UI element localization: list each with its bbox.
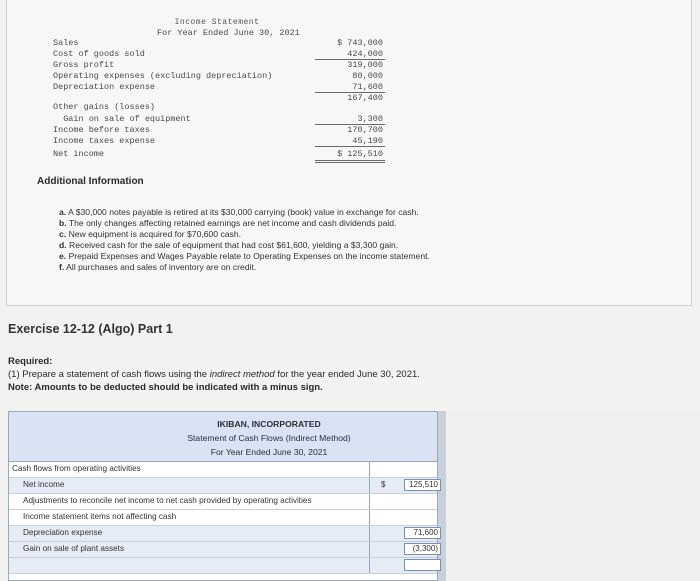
column-divider xyxy=(369,510,370,525)
column-divider xyxy=(369,478,370,493)
additional-info-heading: Additional Information xyxy=(37,176,144,187)
cash-flow-statement-table xyxy=(8,411,438,581)
is-line-label: Sales xyxy=(53,38,79,48)
is-line-value: 45,190 xyxy=(352,136,383,146)
row-label: Net income xyxy=(23,480,65,489)
is-line-label: Other gains (losses) xyxy=(53,102,156,112)
is-double-underline xyxy=(315,162,385,163)
additional-info-item: d. Received cash for the sale of equipment that had cost $61,600, yielding a $3,300 gain. xyxy=(59,240,399,250)
is-double-underline xyxy=(315,160,385,161)
amount-input[interactable]: (3,300) xyxy=(404,543,441,555)
additional-info-item: f. All purchases and sales of inventory are on credit. xyxy=(59,262,257,272)
amount-input[interactable]: 125,510 xyxy=(404,479,441,491)
is-line-value: 3,300 xyxy=(357,114,383,124)
additional-info-item: b. The only changes affecting retained earnings are net income and cash dividends paid. xyxy=(59,218,397,228)
column-divider xyxy=(369,542,370,557)
is-line-value: 71,600 xyxy=(352,82,383,92)
is-line-label: Income before taxes xyxy=(53,125,150,135)
is-line-label: Income taxes expense xyxy=(53,136,156,146)
is-line-value: 319,000 xyxy=(347,60,383,70)
table-row xyxy=(9,478,437,494)
is-line-label: Cost of goods sold xyxy=(53,49,145,59)
row-label: Income statement items not affecting cash xyxy=(23,512,177,521)
column-divider xyxy=(369,558,370,573)
row-label[interactable]: Gain on sale of plant assets xyxy=(23,544,125,553)
income-statement-subtitle: For Year Ended June 30, 2021 xyxy=(157,28,300,38)
table-row xyxy=(9,494,437,510)
required-instruction: (1) Prepare a statement of cash flows using the indirect method for the year ended June 30, 2021. xyxy=(8,369,420,380)
is-underline xyxy=(315,146,385,147)
is-line-label: Operating expenses (excluding depreciation) xyxy=(53,71,273,81)
table-row xyxy=(9,526,437,542)
cash-flow-header xyxy=(9,412,437,462)
is-line-value: $ 125,510 xyxy=(337,149,383,159)
is-line-label: Depreciation expense xyxy=(53,82,156,92)
table-row xyxy=(9,462,437,478)
required-note: Note: Amounts to be deducted should be indicated with a minus sign. xyxy=(8,382,323,393)
required-label: Required: xyxy=(8,356,53,367)
is-line-label: Gain on sale of equipment xyxy=(53,114,191,124)
table-row xyxy=(9,558,437,574)
income-statement-title: Income Statement xyxy=(174,18,260,27)
table-row xyxy=(9,542,437,558)
additional-info-item: e. Prepaid Expenses and Wages Payable relate to Operating Expenses on the income statement. xyxy=(59,251,430,261)
is-line-value: 80,000 xyxy=(352,71,383,81)
statement-period: For Year Ended June 30, 2021 xyxy=(210,447,328,457)
income-statement-panel xyxy=(6,0,692,306)
column-divider xyxy=(369,526,370,541)
column-divider xyxy=(369,494,370,509)
column-divider xyxy=(369,462,370,477)
amount-input[interactable]: 71,600 xyxy=(404,527,441,539)
statement-title: Statement of Cash Flows (Indirect Method) xyxy=(187,433,351,443)
dollar-sign: $ xyxy=(381,480,386,489)
row-label: Cash flows from operating activities xyxy=(12,464,141,473)
table-row xyxy=(9,510,437,526)
is-line-value: 170,700 xyxy=(347,125,383,135)
is-line-value: $ 743,000 xyxy=(337,38,383,48)
exercise-title: Exercise 12-12 (Algo) Part 1 xyxy=(8,322,173,336)
amount-input[interactable] xyxy=(404,559,441,571)
additional-info-item: a. A $30,000 notes payable is retired at its $30,000 carrying (book) value in exchange for cash. xyxy=(59,207,419,217)
row-label[interactable]: Depreciation expense xyxy=(23,528,103,537)
is-line-label: Net income xyxy=(53,149,105,159)
row-label: Adjustments to reconcile net income to net cash provided by operating activities xyxy=(23,496,312,505)
is-line-value: 167,400 xyxy=(347,93,383,103)
additional-info-item: c. New equipment is acquired for $70,600 cash. xyxy=(59,229,242,239)
is-line-value: 424,000 xyxy=(347,49,383,59)
is-line-label: Gross profit xyxy=(53,60,115,70)
company-name: IKIBAN, INCORPORATED xyxy=(217,419,321,429)
